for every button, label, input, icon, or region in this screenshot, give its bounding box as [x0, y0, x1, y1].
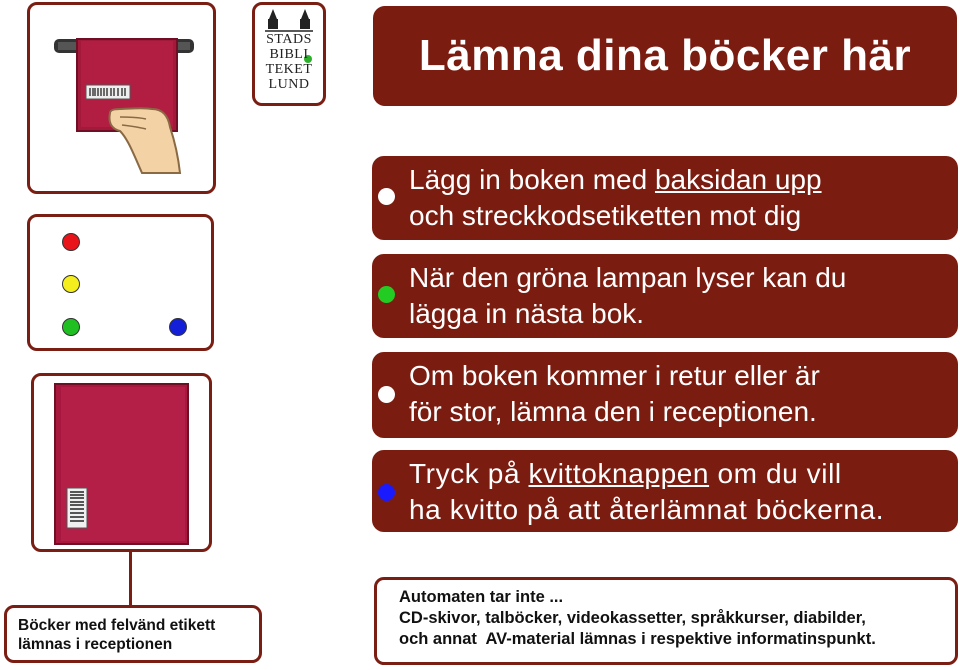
step-1-line1-text: Lägg in boken med [409, 164, 655, 195]
note-right-line3: och annat AV-material lämnas i respektive informatinspunkt. [399, 630, 876, 648]
step-4-line1-post: om du vill [709, 458, 842, 489]
library-logo [252, 2, 326, 106]
step-1 [372, 156, 958, 240]
step-3-line1: Om boken kommer i retur eller är [409, 360, 820, 391]
note-left-line2: lämnas i receptionen [18, 636, 173, 653]
note-not-accepted [374, 577, 958, 665]
step-1-emphasis: baksidan upp [654, 164, 822, 195]
step-2-line2: lägga in nästa bok. [409, 298, 645, 329]
white-bullet-icon [378, 386, 395, 403]
step-1-line2: och streckkodsetiketten mot dig [409, 200, 802, 231]
red-lamp-icon [62, 233, 80, 251]
note-left-line1: Böcker med felvänd etikett [18, 617, 216, 634]
white-bullet-icon [378, 188, 395, 205]
green-lamp-icon [62, 318, 80, 336]
lamp-panel [27, 214, 214, 351]
yellow-lamp-icon [62, 275, 80, 293]
step-2 [372, 254, 958, 338]
hand-inserting-book-icon [30, 5, 213, 191]
step-3 [372, 352, 958, 438]
page-title: Lämna dina böcker här [373, 6, 957, 106]
receipt-button-link: kvittoknappen [528, 458, 710, 489]
receipt-button-blue-icon[interactable] [169, 318, 187, 336]
logo-text: STADS BIBLI TEKET LUND [265, 32, 313, 92]
step-4 [372, 450, 958, 532]
book-barcode-icon [34, 376, 209, 549]
blue-bullet-icon [378, 484, 395, 501]
note-right-line2: CD-skivor, talböcker, videokassetter, språkkurser, diabilder, [399, 609, 866, 627]
connector-line [129, 552, 132, 606]
note-right-heading: Automaten tar inte ... [399, 588, 564, 606]
step-2-line1: När den gröna lampan lyser kan du [409, 262, 847, 293]
green-bullet-icon [378, 286, 395, 303]
note-wrong-label [4, 605, 262, 663]
book-back-illustration [31, 373, 212, 552]
step-3-line2: för stor, lämna den i receptionen. [409, 396, 817, 427]
step-4-line2: ha kvitto på att återlämnat böckerna. [409, 494, 885, 525]
insert-book-illustration [27, 2, 216, 194]
step-4-line1-pre: Tryck på [409, 458, 529, 489]
